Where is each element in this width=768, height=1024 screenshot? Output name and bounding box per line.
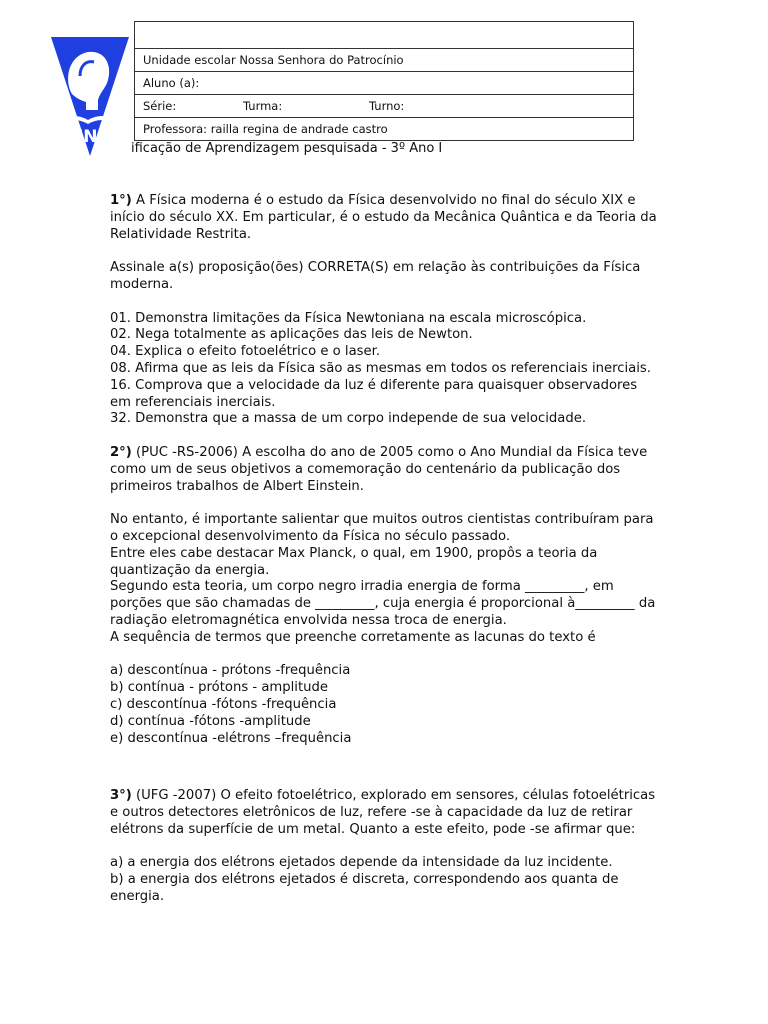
q2-option: d) contínua -fótons -amplitude xyxy=(110,713,311,729)
header-blank-row xyxy=(135,22,634,49)
q2-body: Entre eles cabe destacar Max Planck, o qual, em 1900, propôs a teoria da quantização da energia. xyxy=(110,545,598,578)
exam-title: ificação de Aprendizagem pesquisada - 3º Ano I xyxy=(131,141,443,156)
q2-number: 2°) xyxy=(110,444,132,460)
header-table xyxy=(134,21,634,141)
q1-option: 16. Comprova que a velocidade da luz é diferente para quaisquer observadores em referenciais inerciais. xyxy=(110,377,638,410)
q2-body: No entanto, é importante salientar que muitos outros cientistas contribuíram para o excepcional desenvolvimento da Física no século passado. xyxy=(110,512,654,544)
q1-option: 02. Nega totalmente as aplicações das leis de Newton. xyxy=(110,327,473,343)
serie-label: Série: xyxy=(143,99,177,113)
q2-option: a) descontínua - prótons -frequência xyxy=(110,663,351,679)
q1-prompt: Assinale a(s) proposição(ões) CORRETA(S) em relação às contribuições da Física moderna. xyxy=(110,260,641,292)
exam-content xyxy=(110,193,662,906)
q1-option: 04. Explica o efeito fotoelétrico e o laser. xyxy=(110,344,381,360)
q2-body: A sequência de termos que preenche corretamente as lacunas do texto é xyxy=(110,629,596,645)
student-field: Aluno (a): xyxy=(135,72,634,95)
q1-option: 32. Demonstra que a massa de um corpo independe de sua velocidade. xyxy=(110,411,587,427)
q1-intro-text: A Física moderna é o estudo da Física desenvolvido no final do século XIX e início do século XX. Em particular, é o estudo da Mecânica Quântica e da Teoria da Relatividade Restrita. xyxy=(110,193,657,242)
teacher-name: Professora: railla regina de andrade castro xyxy=(135,118,634,141)
q3-intro xyxy=(110,788,662,838)
q2-option: b) contínua - prótons - amplitude xyxy=(110,680,328,696)
q1-option: 08. Afirma que as leis da Física são as mesmas em todos os referenciais inerciais. xyxy=(110,360,651,376)
q2-intro-text: (PUC -RS-2006) A escolha do ano de 2005 como o Ano Mundial da Física teve como um de seus objetivos a comemoração do centenário da publicação dos primeiros trabalhos de Albert Einstein. xyxy=(110,444,648,494)
q3-option: a) a energia dos elétrons ejetados depende da intensidade da luz incidente. xyxy=(110,855,613,871)
q1-intro xyxy=(110,193,662,243)
q3-option: b) a energia dos elétrons ejetados é discreta, correspondendo aos quanta de energia. xyxy=(110,872,619,904)
turma-label: Turma: xyxy=(243,99,283,113)
q2-intro xyxy=(110,445,662,495)
q1-number: 1°) xyxy=(110,193,132,208)
turno-label: Turno: xyxy=(369,99,405,113)
q2-body: Segundo esta teoria, um corpo negro irradia energia de forma _________, em porções que são chamadas de _________, cuja energia é proporcional à_________ da radiação eletromagnética envolvida nessa troca de energia. xyxy=(110,579,656,628)
logo-text: UENSP xyxy=(57,127,123,147)
school-name: Unidade escolar Nossa Senhora do Patrocínio xyxy=(135,49,634,72)
q2-option: c) descontínua -fótons -frequência xyxy=(110,696,337,712)
q3-number: 3°) xyxy=(110,788,132,804)
q3-intro-text: (UFG -2007) O efeito fotoelétrico, explorado em sensores, células fotoelétricas e outros detectores eletrônicos de luz, refere -se à capacidade da luz de retirar elétrons da superfície de um metal. Quanto a este efeito, pode -se afirmar que: xyxy=(110,788,656,837)
q2-option: e) descontínua -elétrons –frequência xyxy=(110,730,352,746)
school-logo xyxy=(50,36,130,158)
q1-option: 01. Demonstra limitações da Física Newtoniana na escala microscópica. xyxy=(110,310,587,326)
class-info-row xyxy=(135,95,634,118)
